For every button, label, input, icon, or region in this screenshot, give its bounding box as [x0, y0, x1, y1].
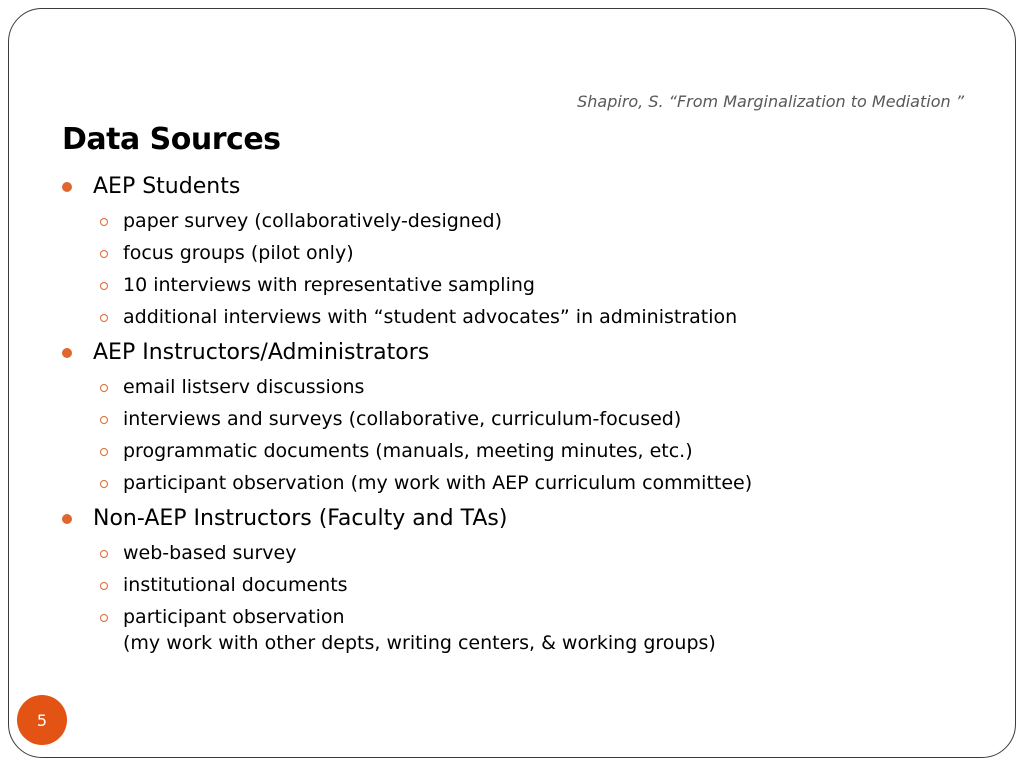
list-item [62, 374, 962, 400]
list-item-text: interviews and surveys (collaborative, curriculum-focused) [123, 408, 682, 430]
list-item-text: 10 interviews with representative sampling [123, 274, 535, 296]
section-heading: AEP Students [93, 174, 241, 199]
bullet-dot-icon [62, 182, 72, 192]
bullet-ring-icon [100, 550, 108, 558]
bullet-ring-icon [100, 582, 108, 590]
bullet-ring-icon [100, 448, 108, 456]
list-item [62, 540, 962, 566]
list-item [62, 572, 962, 598]
list-item-text: email listserv discussions [123, 376, 365, 398]
bullet-ring-icon [100, 282, 108, 290]
citation: Shapiro, S. “From Marginalization to Mediation ” [577, 92, 964, 111]
bullet-ring-icon [100, 416, 108, 424]
bullet-ring-icon [100, 480, 108, 488]
section-aep-students [62, 172, 962, 330]
list-item [62, 438, 962, 464]
section-heading-row [62, 172, 962, 202]
bullet-ring-icon [100, 314, 108, 322]
list-item-text: focus groups (pilot only) [123, 242, 354, 264]
list-item [62, 604, 962, 656]
list-item [62, 406, 962, 432]
section-aep-instructors [62, 338, 962, 496]
list-item-text: web-based survey [123, 542, 297, 564]
list-item-text: participant observation [123, 606, 345, 628]
slide-number-badge [17, 695, 67, 745]
section-heading-row [62, 338, 962, 368]
list-item [62, 240, 962, 266]
section-heading-row [62, 504, 962, 534]
list-item [62, 208, 962, 234]
slide-number: 5 [36, 710, 48, 730]
slide-title: Data Sources [62, 122, 281, 157]
list-item-text: participant observation (my work with AEP curriculum committee) [123, 472, 753, 494]
section-heading: Non-AEP Instructors (Faculty and TAs) [93, 506, 508, 531]
list-item [62, 470, 962, 496]
list-item-text: programmatic documents (manuals, meeting minutes, etc.) [123, 440, 693, 462]
bullet-list [62, 172, 962, 664]
list-item [62, 304, 962, 330]
bullet-dot-icon [62, 514, 72, 524]
list-item-text: institutional documents [123, 574, 348, 596]
section-non-aep-instructors [62, 504, 962, 656]
list-item-text: additional interviews with “student advocates” in administration [123, 306, 738, 328]
section-heading: AEP Instructors/Administrators [93, 340, 430, 365]
bullet-ring-icon [100, 250, 108, 258]
bullet-dot-icon [62, 348, 72, 358]
list-item-text-continued: (my work with other depts, writing centers, & working groups) [123, 632, 716, 654]
bullet-ring-icon [100, 218, 108, 226]
bullet-ring-icon [100, 384, 108, 392]
bullet-ring-icon [100, 614, 108, 622]
list-item [62, 272, 962, 298]
list-item-text: paper survey (collaboratively-designed) [123, 210, 502, 232]
